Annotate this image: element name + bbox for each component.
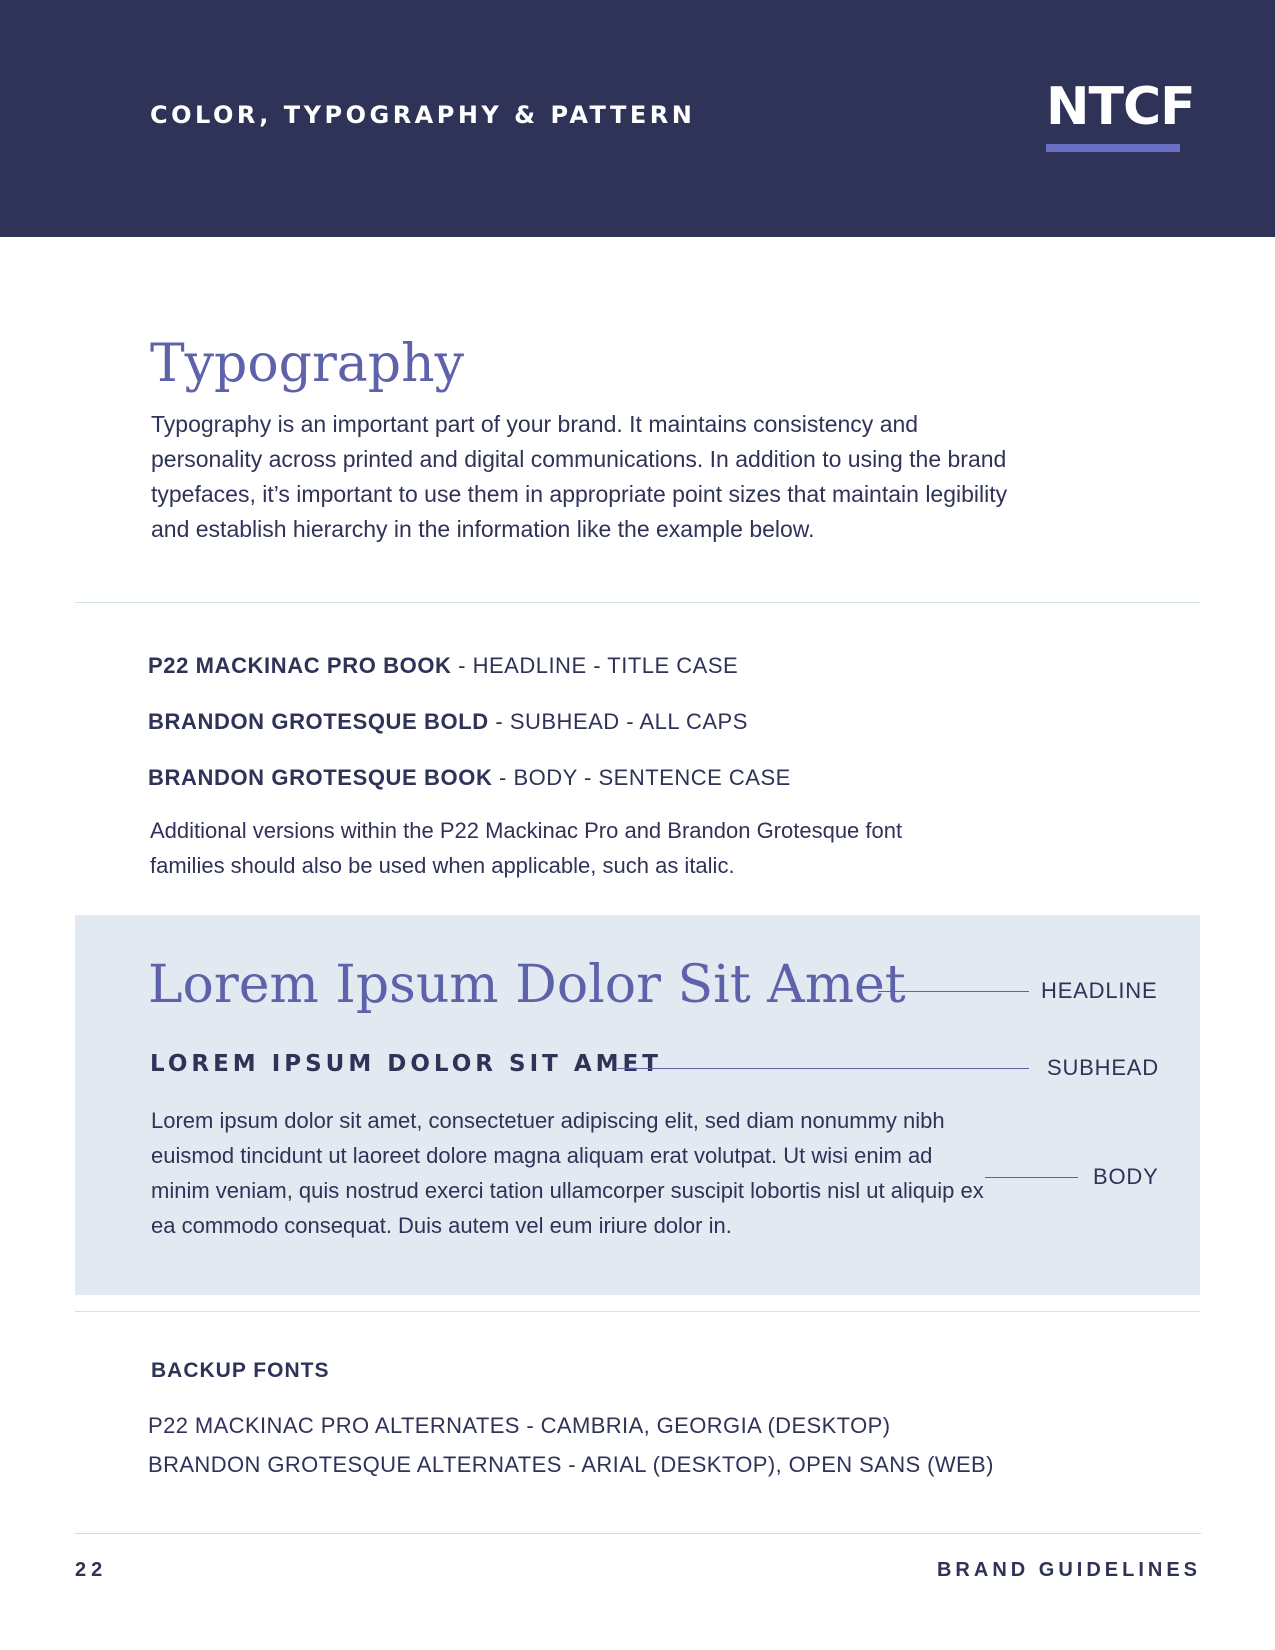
backup-font-line: BRANDON GROTESQUE ALTERNATES - ARIAL (DESKTOP), OPEN SANS (WEB) bbox=[148, 1452, 994, 1477]
ntcf-logo bbox=[1046, 77, 1195, 152]
subhead-label: SUBHEAD bbox=[1047, 1055, 1159, 1080]
font-note: Additional versions within the P22 Mackinac Pro and Brandon Grotesque font families should also be used when applicable, such as italic. bbox=[150, 818, 903, 878]
font-spec-usage: - SUBHEAD - ALL CAPS bbox=[488, 709, 748, 734]
font-spec-row bbox=[148, 765, 791, 791]
sample-body: Lorem ipsum dolor sit amet, consectetuer adipiscing elit, sed diam nonummy nibh euismod tincidunt ut laoreet dolore magna aliquam erat volutpat. Ut wisi enim ad minim veniam, quis nostrud exerci tation ullamcorper suscipit lobortis nisl ut aliquip ex ea commodo consequat. Duis autem vel eum iriure dolor in. bbox=[151, 1108, 984, 1238]
footer-title: BRAND GUIDELINES bbox=[936, 1559, 1201, 1581]
font-spec-name: BRANDON GROTESQUE BOLD bbox=[148, 709, 489, 734]
section-divider bbox=[75, 602, 1200, 603]
headline-label: HEADLINE bbox=[1041, 978, 1158, 1003]
backup-fonts-heading: BACKUP FONTS bbox=[151, 1359, 330, 1382]
body-callout-line bbox=[985, 1177, 1078, 1178]
logo-underline bbox=[1046, 144, 1180, 152]
section-label: COLOR, TYPOGRAPHY & PATTERN bbox=[150, 101, 696, 129]
headline-callout-line bbox=[878, 991, 1029, 992]
font-spec-row bbox=[148, 653, 738, 679]
sample-headline: Lorem Ipsum Dolor Sit Amet bbox=[148, 955, 906, 1015]
logo-text: NTCF bbox=[1046, 77, 1195, 137]
header-band bbox=[0, 0, 1275, 237]
subhead-callout-line bbox=[617, 1068, 1029, 1069]
body-label: BODY bbox=[1093, 1164, 1159, 1189]
font-spec-usage: - BODY - SENTENCE CASE bbox=[492, 765, 791, 790]
section-divider bbox=[75, 1311, 1200, 1312]
font-spec-usage: - HEADLINE - TITLE CASE bbox=[451, 653, 739, 678]
page-number: 22 bbox=[75, 1559, 108, 1581]
font-spec-row bbox=[148, 709, 748, 735]
page-title: Typography bbox=[150, 334, 464, 394]
sample-subhead: LOREM IPSUM DOLOR SIT AMET bbox=[150, 1051, 662, 1077]
font-spec-name: BRANDON GROTESQUE BOOK bbox=[148, 765, 493, 790]
footer-divider bbox=[75, 1533, 1201, 1534]
backup-font-line: P22 MACKINAC PRO ALTERNATES - CAMBRIA, GEORGIA (DESKTOP) bbox=[148, 1413, 891, 1438]
font-spec-name: P22 MACKINAC PRO BOOK bbox=[148, 653, 452, 678]
intro-paragraph: Typography is an important part of your brand. It maintains consistency and personality across printed and digital communications. In addition to using the brand typefaces, it’s important to use them in appropriate point sizes that maintain legibility and establish hierarchy in the information like the example below. bbox=[151, 411, 1008, 542]
